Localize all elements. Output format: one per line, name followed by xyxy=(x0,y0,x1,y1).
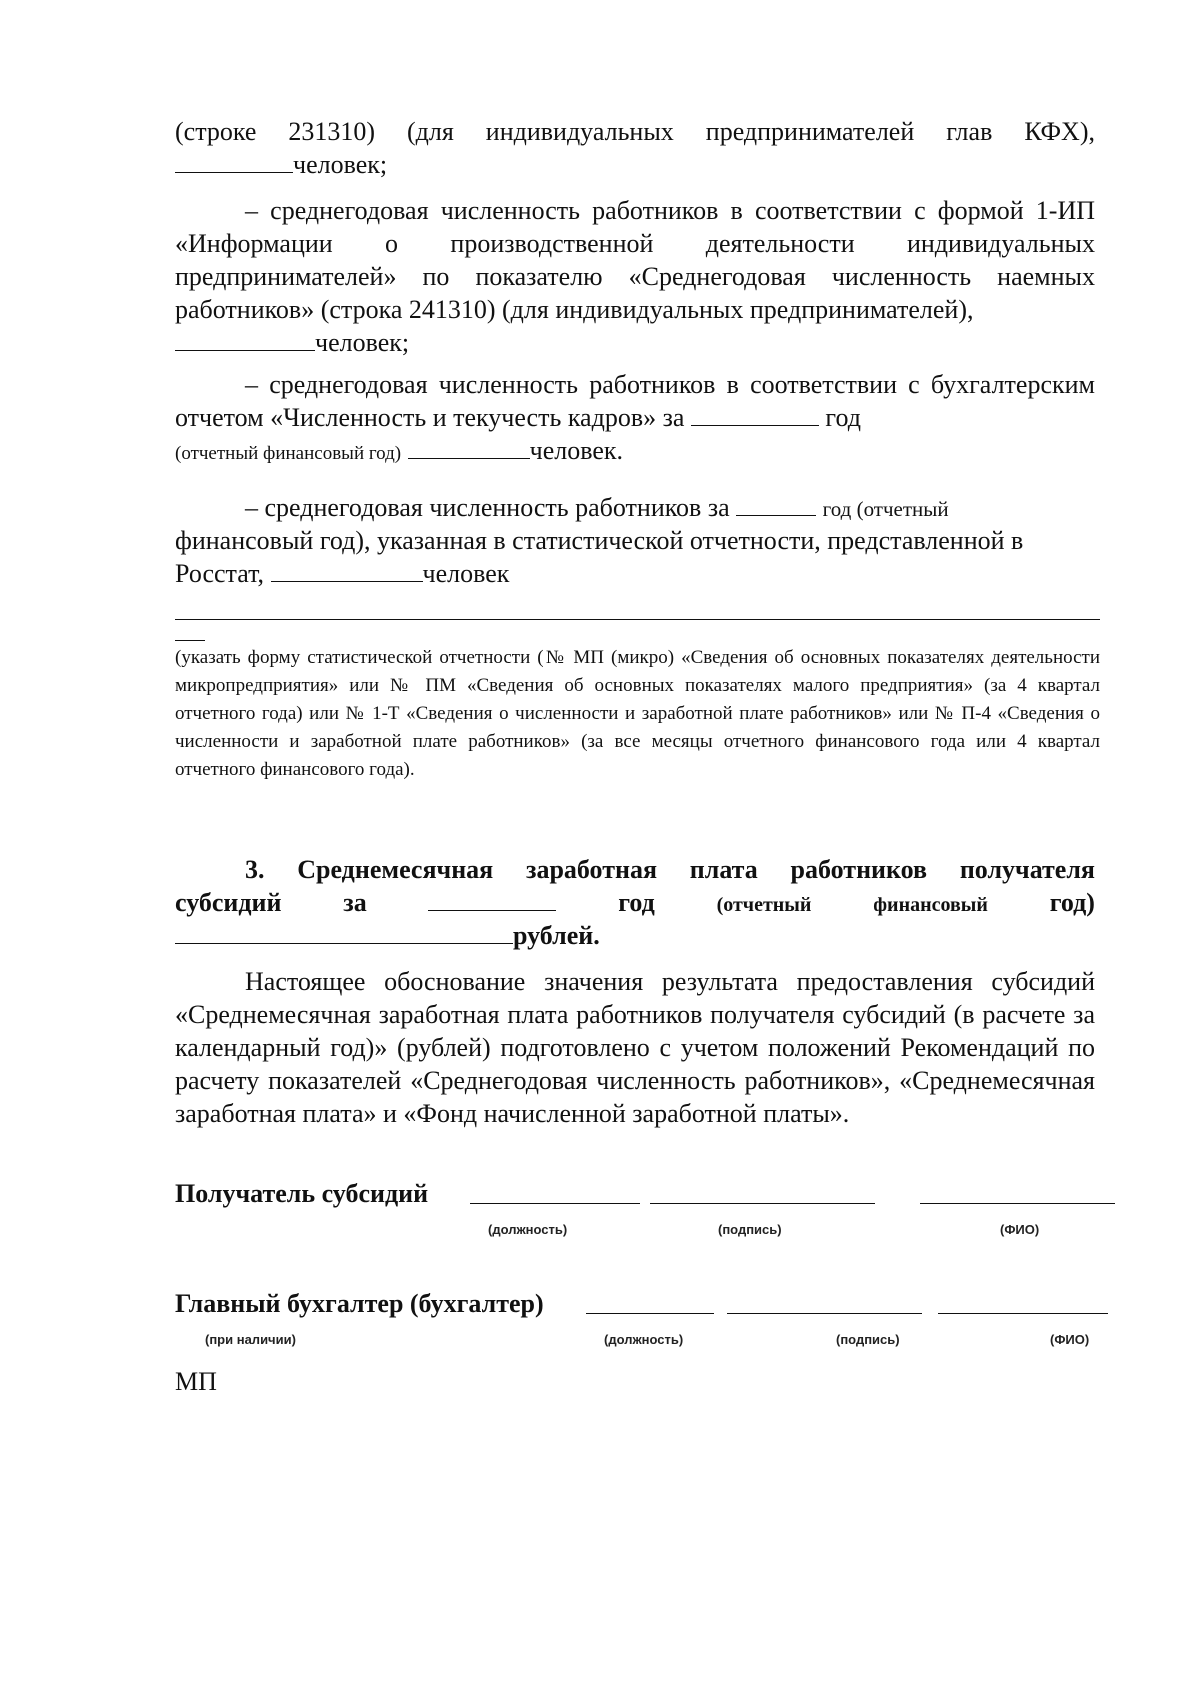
p4-line2: финансовый год), указанная в статистической отчетности, представленной в xyxy=(175,526,1024,555)
recipient-cap-position: (должность) xyxy=(488,1222,568,1237)
p2-unit: человек; xyxy=(315,328,410,357)
recipient-cap-signature: (подпись) xyxy=(718,1222,782,1237)
recipient-label: Получатель субсидий xyxy=(175,1179,429,1208)
p4-blank xyxy=(271,559,423,582)
section3-unit: рублей. xyxy=(513,921,600,950)
accountant-cap-position: (должность) xyxy=(604,1332,684,1347)
section3-title: 3. Среднемесячная заработная плата работников получателя xyxy=(245,855,1095,884)
section3-line2 xyxy=(175,886,1095,922)
p3-year-blank xyxy=(691,403,819,426)
recipient-cap-name: (ФИО) xyxy=(1000,1222,1040,1237)
form-fill-line xyxy=(175,619,1100,620)
p2-blank xyxy=(175,328,315,351)
recipient-position-line xyxy=(470,1203,640,1204)
section3-za: за xyxy=(343,888,367,917)
section3-god: год xyxy=(618,888,655,917)
p1-blank xyxy=(175,150,293,173)
accountant-cap-name: (ФИО) xyxy=(1050,1332,1090,1347)
section3-sum-blank xyxy=(175,921,513,944)
accountant-cap-note: (при наличии) xyxy=(205,1332,296,1347)
p4-line3 xyxy=(175,557,1095,590)
section3-god-close: год) xyxy=(1049,888,1095,917)
p1-unit: человек; xyxy=(293,150,388,179)
p3-paren: (отчетный финансовый год) xyxy=(175,443,402,464)
p4-year-blank xyxy=(736,493,816,516)
p3-year-word: год xyxy=(825,403,861,432)
stamp-mp: МП xyxy=(175,1367,217,1396)
section3-otchetny: (отчетный xyxy=(716,894,812,916)
section3-subsidies: субсидий xyxy=(175,888,282,917)
p3-unit: человек. xyxy=(529,436,624,465)
p4-year-word: год (отчетный xyxy=(822,497,949,521)
section3-year-blank xyxy=(428,888,556,911)
p1-line1: (строке 231310) (для индивидуальных предпринимателей глав КФХ), xyxy=(175,117,1095,146)
accountant-cap-signature: (подпись) xyxy=(836,1332,900,1347)
section3-line3 xyxy=(175,919,1095,952)
p3-text xyxy=(175,368,1095,468)
p5-text: Настоящее обоснование значения результата предоставления субсидий «Среднемесячная заработная плата работников получателя субсидий (в расчете за календарный год)» (рублей) подготовлено с учетом положений Рекомендаций по расчету показателей «Среднегодовая численность работников», «Среднемесячная заработная плата» и «Фонд начисленной заработной платы». xyxy=(175,967,1095,1128)
p4-rosstat: Росстат, xyxy=(175,559,264,588)
p2-body: – среднегодовая численность работников в соответствии с формой 1-ИП «Информации о производственной деятельности индивидуальных предпринимателей» по показателю «Среднегодовая численность наемных работников» (строка 241310) (для индивидуальных предпринимателей), xyxy=(175,196,1095,324)
form-fill-line-tail xyxy=(175,640,205,641)
p4-prefix: – среднегодовая численность работников за xyxy=(245,493,730,522)
accountant-label: Главный бухгалтер (бухгалтер) xyxy=(175,1289,544,1318)
p4-line1 xyxy=(175,491,1095,524)
recipient-signature-line xyxy=(650,1203,875,1204)
accountant-name-line xyxy=(938,1313,1108,1314)
section3-line1 xyxy=(175,853,1095,886)
p3-blank xyxy=(408,436,530,459)
recipient-name-line xyxy=(920,1203,1115,1204)
p4-unit: человек xyxy=(422,559,510,588)
p3-body: – среднегодовая численность работников в соответствии с бухгалтерским отчетом «Численность и текучесть кадров» за xyxy=(175,370,1095,432)
accountant-signature-line xyxy=(727,1313,922,1314)
section3-finansovy: финансовый xyxy=(873,894,988,916)
p1-line2 xyxy=(175,148,1095,181)
accountant-position-line xyxy=(586,1313,714,1314)
p2-text xyxy=(175,194,1095,359)
footnote-text: (указать форму статистической отчетности (№ МП (микро) «Сведения об основных показателях деятельности микропредприятия» или № ПМ «Сведения об основных показателях малого предприятия» (за 4 квартал отчетного года) или № 1-Т «Сведения о численности и заработной плате работников» или № П-4 «Сведения о численности и заработной плате работников» (за все месяцы отчетного финансового года или 4 квартал отчетного финансового года). xyxy=(175,647,1100,780)
